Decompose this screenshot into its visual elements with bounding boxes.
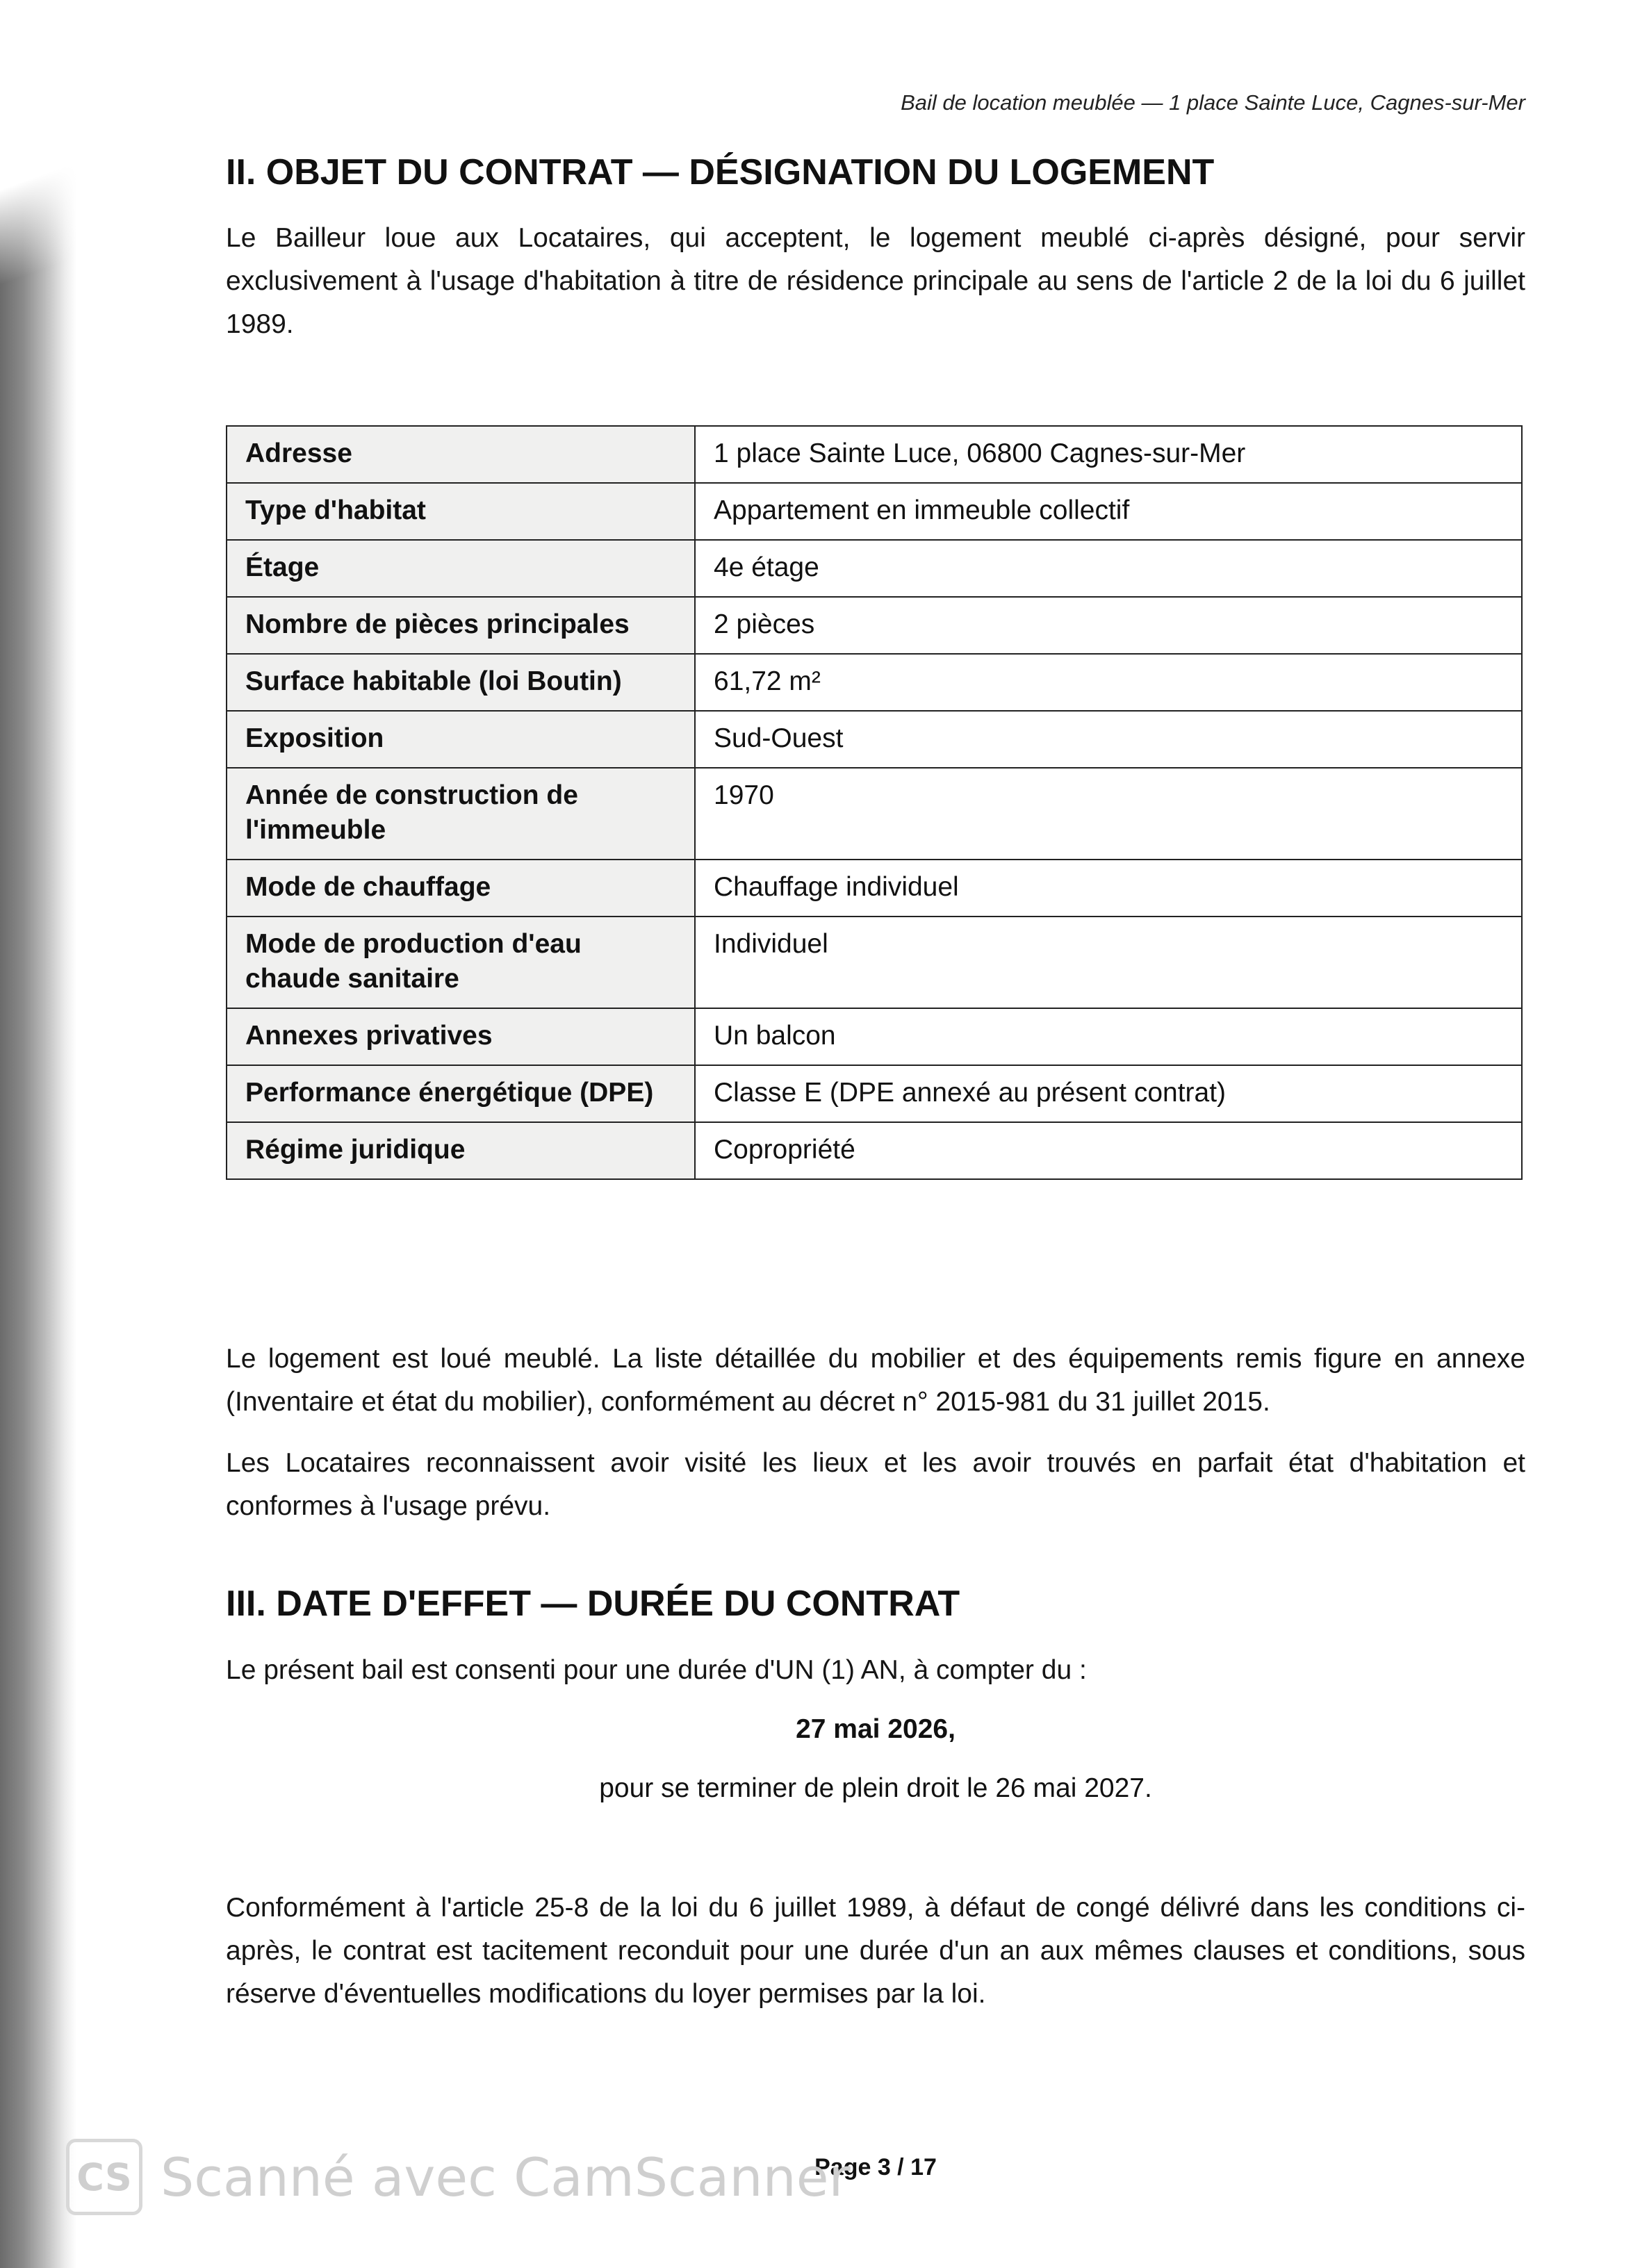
table-row [227,1065,1522,1122]
row-label: Performance énergétique (DPE) [227,1065,695,1122]
row-label: Exposition [227,711,695,768]
table-row [227,1122,1522,1179]
row-label: Mode de chauffage [227,860,695,917]
table-row [227,597,1522,654]
running-header: Bail de location meublée — 1 place Sainte Luce, Cagnes-sur-Mer [901,90,1525,115]
table-row [227,483,1522,540]
row-value: Chauffage individuel [695,860,1522,917]
camscanner-watermark [66,2139,851,2215]
table-row [227,1008,1522,1065]
table-row [227,768,1522,860]
row-label: Étage [227,540,695,597]
section-3-title: III. DATE D'EFFET — DURÉE DU CONTRAT [226,1584,960,1624]
row-label: Nombre de pièces principales [227,597,695,654]
table-row [227,711,1522,768]
renewal-clause: Conformément à l'article 25-8 de la loi du 6 juillet 1989, à défaut de congé délivré dans les conditions ci-après, le contrat est tacitement reconduit pour une durée d'un an aux mêmes clauses et conditions, sous réserve d'éventuelles modifications du loyer permises par la loi. [226,1893,1525,2009]
row-value: 1 place Sainte Luce, 06800 Cagnes-sur-Mer [695,426,1522,483]
table-row [227,917,1522,1008]
start-date: 27 mai 2026, [796,1714,956,1744]
row-value: Copropriété [695,1122,1522,1179]
section-2-intro: Le Bailleur loue aux Locataires, qui acceptent, le logement meublé ci-après désigné, pour servir exclusivement à l'usage d'habitation à titre de résidence principale au sens de l'article 2 de la loi du 6 juillet 1989. [226,223,1525,339]
row-value: Classe E (DPE annexé au présent contrat) [695,1065,1522,1122]
row-label: Adresse [227,426,695,483]
row-label: Annexes privatives [227,1008,695,1065]
row-label: Année de construction de l'immeuble [227,768,695,860]
end-date-line: pour se terminer de plein droit le 26 mai 2027. [599,1773,1152,1803]
section-2-title: II. OBJET DU CONTRAT — DÉSIGNATION DU LOGEMENT [226,152,1215,192]
watermark-text: Scanné avec CamScanner [161,2146,851,2208]
row-label: Régime juridique [227,1122,695,1179]
row-value: 61,72 m² [695,654,1522,711]
document-page [226,0,1525,2268]
visit-note: Les Locataires reconnaissent avoir visité les lieux et les avoir trouvés en parfait état d'habitation et conformes à l'usage prévu. [226,1448,1525,1521]
row-value: 1970 [695,768,1522,860]
table-row [227,654,1522,711]
row-value: Sud-Ouest [695,711,1522,768]
row-value: 4e étage [695,540,1522,597]
furnished-note: Le logement est loué meublé. La liste détaillée du mobilier et des équipements remis figure en annexe (Inventaire et état du mobilier), conformément au décret n° 2015-981 du 31 juillet 2015. [226,1344,1525,1417]
row-label: Surface habitable (loi Boutin) [227,654,695,711]
page-number: Page 3 / 17 [814,2154,937,2180]
table-row [227,860,1522,917]
camscanner-logo-icon: CS [66,2139,142,2215]
row-value: 2 pièces [695,597,1522,654]
section-3-intro: Le présent bail est consenti pour une durée d'UN (1) AN, à compter du : [226,1655,1087,1685]
property-details-table [226,425,1523,1180]
scanner-shadow-top [0,0,160,417]
row-label: Mode de production d'eau chaude sanitaire [227,917,695,1008]
row-value: Appartement en immeuble collectif [695,483,1522,540]
row-value: Un balcon [695,1008,1522,1065]
row-label: Type d'habitat [227,483,695,540]
table-row [227,426,1522,483]
table-row [227,540,1522,597]
row-value: Individuel [695,917,1522,1008]
